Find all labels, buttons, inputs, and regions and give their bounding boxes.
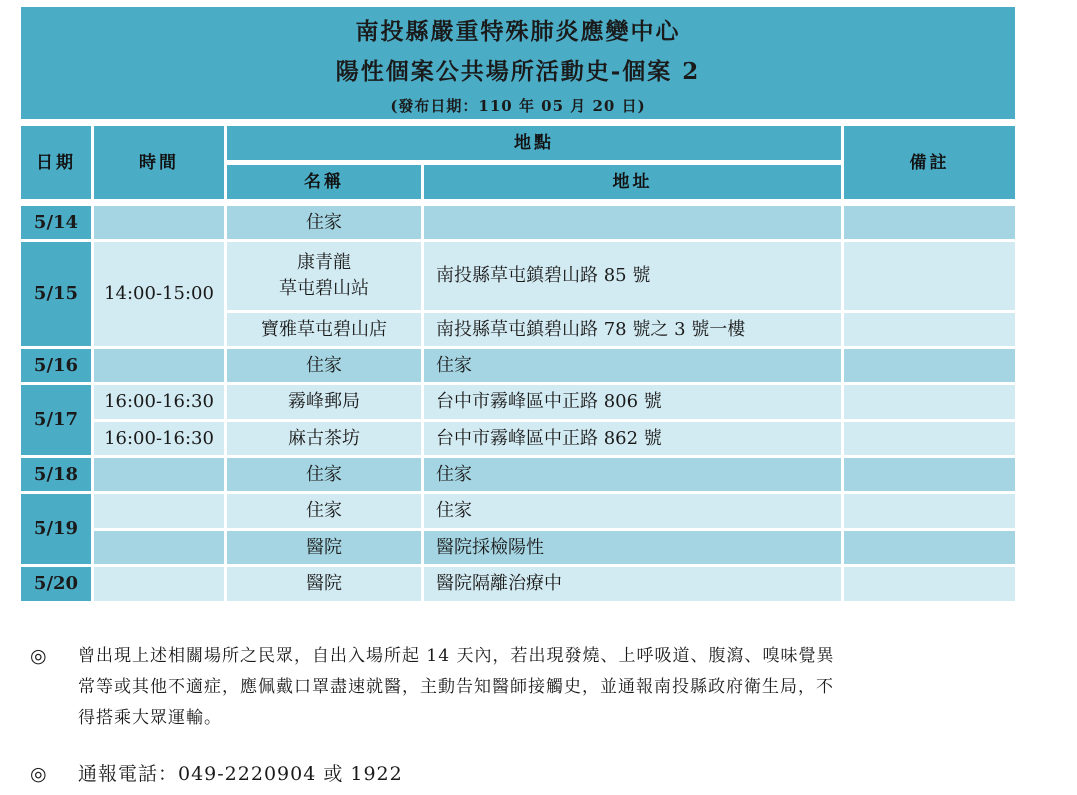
- advisory-text: [78, 641, 1038, 734]
- name-cell: 住家: [227, 349, 421, 382]
- address-cell: 台中市霧峰區中正路 806 號: [424, 385, 841, 419]
- address-cell: 南投縣草屯鎮碧山路 85 號: [424, 242, 841, 310]
- remarks-cell: [844, 206, 1015, 239]
- remarks-cell: [844, 494, 1015, 528]
- time-cell: [94, 567, 224, 601]
- bullseye-icon: ◎: [30, 645, 47, 667]
- page-title: 南投縣嚴重特殊肺炎應變中心: [355, 18, 681, 45]
- title-banner: [21, 7, 1015, 119]
- date-cell: 5/15: [21, 242, 91, 346]
- time-cell: 16:00-16:30: [94, 385, 224, 419]
- remarks-cell: [844, 242, 1015, 310]
- advisory-line: 曾出現上述相關場所之民眾，自出入場所起 14 天內，若出現發燒、上呼吸道、腹瀉、嗅味覺異: [78, 646, 835, 666]
- remarks-cell: [844, 349, 1015, 382]
- name-cell: 霧峰郵局: [227, 385, 421, 419]
- advisory-line: 得搭乘大眾運輸。: [78, 708, 222, 728]
- bullseye-icon: ◎: [30, 763, 47, 785]
- remarks-cell: [844, 422, 1015, 455]
- header-time: 時間: [94, 126, 224, 199]
- date-cell: 5/18: [21, 458, 91, 491]
- time-cell: [94, 494, 224, 528]
- name-cell: 醫院: [227, 567, 421, 601]
- date-cell: 5/19: [21, 494, 91, 564]
- remarks-cell: [844, 313, 1015, 346]
- name-cell: 麻古茶坊: [227, 422, 421, 455]
- date-cell: 5/17: [21, 385, 91, 455]
- name-cell: 寶雅草屯碧山店: [227, 313, 421, 346]
- remarks-cell: [844, 385, 1015, 419]
- name-line: 康青龍: [297, 252, 351, 273]
- time-cell: [94, 531, 224, 564]
- date-cell: 5/20: [21, 567, 91, 601]
- time-cell: [94, 349, 224, 382]
- header-name: 名稱: [227, 165, 421, 199]
- address-cell: 台中市霧峰區中正路 862 號: [424, 422, 841, 455]
- address-cell: 南投縣草屯鎮碧山路 78 號之 3 號一樓: [424, 313, 841, 346]
- address-cell: 住家: [424, 494, 841, 528]
- time-cell: [94, 206, 224, 239]
- address-cell: 醫院隔離治療中: [424, 567, 841, 601]
- name-cell: 住家: [227, 458, 421, 491]
- name-cell: 住家: [227, 206, 421, 239]
- release-date: (發布日期：110 年 05 月 20 日): [390, 97, 646, 115]
- remarks-cell: [844, 531, 1015, 564]
- address-cell: [424, 206, 841, 239]
- page-subtitle: 陽性個案公共場所活動史-個案 2: [335, 58, 701, 85]
- time-cell: 14:00-15:00: [94, 242, 224, 346]
- address-cell: 醫院採檢陽性: [424, 531, 841, 564]
- date-cell: 5/14: [21, 206, 91, 239]
- time-cell: [94, 458, 224, 491]
- time-cell: 16:00-16:30: [94, 422, 224, 455]
- name-cell: [227, 242, 421, 310]
- name-line: 草屯碧山站: [279, 278, 369, 299]
- remarks-cell: [844, 567, 1015, 601]
- address-cell: 住家: [424, 458, 841, 491]
- date-cell: 5/16: [21, 349, 91, 382]
- advisory-line: 常等或其他不適症，應佩戴口罩盡速就醫，主動告知醫師接觸史，並通報南投縣政府衛生局，不: [78, 677, 834, 697]
- hotline-text: 通報電話：049-2220904 或 1922: [78, 763, 403, 785]
- remarks-cell: [844, 458, 1015, 491]
- address-cell: 住家: [424, 349, 841, 382]
- header-date: 日期: [21, 126, 91, 199]
- header-address: 地址: [424, 165, 841, 199]
- name-cell: 住家: [227, 494, 421, 528]
- header-remarks: 備註: [844, 126, 1015, 199]
- header-location: 地點: [227, 126, 841, 160]
- name-cell: 醫院: [227, 531, 421, 564]
